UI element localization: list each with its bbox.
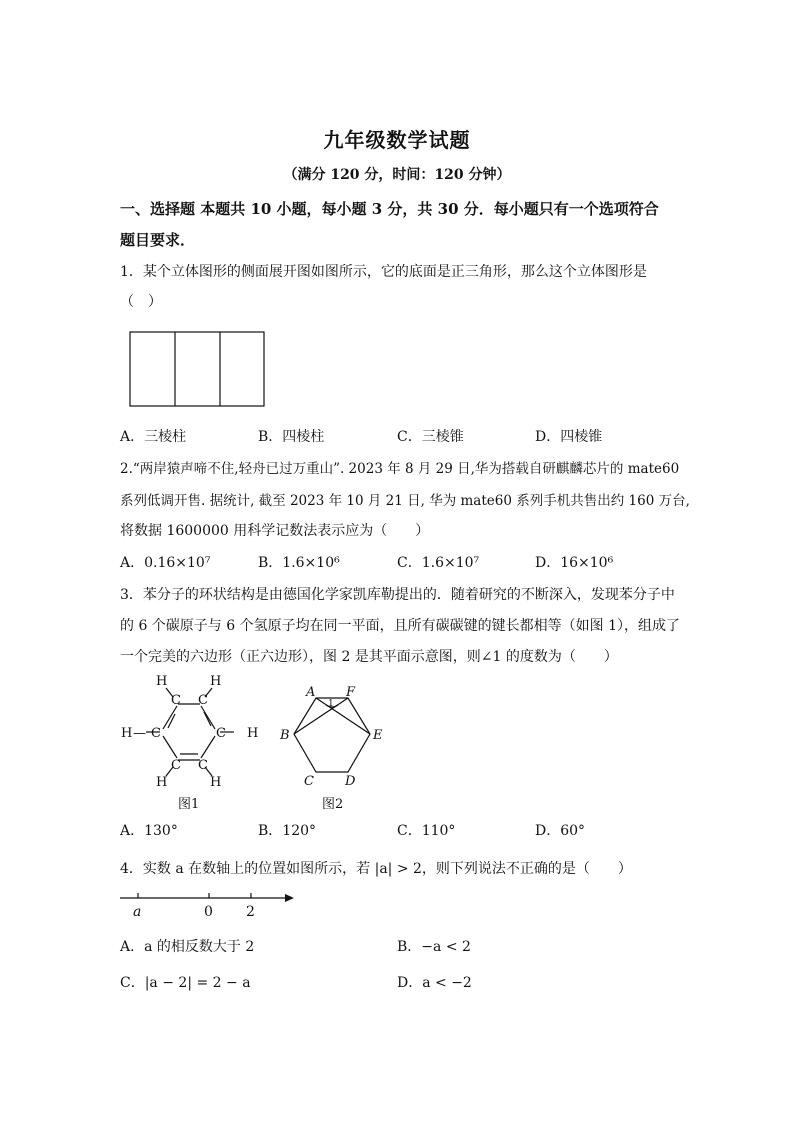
diagonal-bf bbox=[294, 698, 348, 734]
angle-label: 1 bbox=[328, 699, 334, 709]
axis-arrow bbox=[285, 894, 294, 902]
q3-stem-line3: 一个完美的六边形（正六边形），图 2 是其平面示意图，则∠1 的度数为（ ） bbox=[120, 649, 618, 665]
q4-option-b[interactable]: B．−a < 2 bbox=[397, 939, 471, 955]
vertex-label: B bbox=[280, 728, 290, 743]
q3-option-d[interactable]: D．60° bbox=[535, 823, 586, 839]
q1-option-c[interactable]: C．三棱锥 bbox=[397, 429, 464, 445]
atom-c: C bbox=[151, 726, 161, 741]
atom-c: C bbox=[216, 726, 226, 741]
page-title: 九年级数学试题 bbox=[323, 128, 471, 152]
page-subtitle: （满分 120 分，时间：120 分钟） bbox=[283, 167, 511, 183]
section-heading: 一、选择题 本题共 10 小题，每小题 3 分，共 30 分．每小题只有一个选项符合 bbox=[120, 200, 659, 218]
q3-option-c[interactable]: C．110° bbox=[397, 823, 456, 839]
q3-benzene-figure bbox=[116, 668, 266, 818]
q1-option-d[interactable]: D．四棱锥 bbox=[535, 429, 603, 445]
q1-option-b[interactable]: B．四棱柱 bbox=[258, 429, 325, 445]
atom-h: H bbox=[210, 674, 222, 689]
q4-number-line bbox=[118, 888, 298, 924]
q1-option-a[interactable]: A．三棱柱 bbox=[120, 429, 187, 445]
vertex-label: A bbox=[306, 685, 316, 700]
q2-stem-line1: 2.“两岸猿声啼不住,轻舟已过万重山”. 2023 年 8 月 29 日,华为搭载自研麒麟芯片的 mate60 bbox=[120, 461, 680, 477]
vertex-label: E bbox=[373, 728, 383, 743]
net-outline bbox=[130, 332, 264, 406]
atom-c: C bbox=[171, 693, 181, 708]
atom-h: H bbox=[210, 775, 222, 790]
q1-blank: （ ） bbox=[120, 294, 162, 310]
atom-h: H bbox=[247, 726, 259, 741]
q2-option-d[interactable]: D．16×10⁶ bbox=[535, 555, 614, 571]
q3-stem-line2: 的 6 个碳原子与 6 个氢原子均在同一平面，且所有碳碳键的键长都相等（如图 1），组成了 bbox=[120, 618, 680, 634]
q1-net-figure bbox=[128, 330, 268, 410]
vertex-label: F bbox=[346, 685, 356, 700]
q4-stem: 4．实数 a 在数轴上的位置如图所示，若 |a| > 2，则下列说法不正确的是（ ） bbox=[120, 861, 632, 877]
atom-c: C bbox=[198, 693, 208, 708]
figure-caption: 图1 bbox=[178, 797, 200, 812]
atom-h: H bbox=[156, 775, 168, 790]
axis-label-a: a bbox=[133, 904, 142, 920]
q4-option-d[interactable]: D．a < −2 bbox=[397, 975, 472, 991]
q3-option-b[interactable]: B．120° bbox=[258, 823, 317, 839]
q4-option-c[interactable]: C．|a − 2| = 2 − a bbox=[120, 975, 251, 991]
q3-hexagon-figure bbox=[276, 680, 396, 820]
q2-option-b[interactable]: B．1.6×10⁶ bbox=[258, 555, 340, 571]
q4-option-a[interactable]: A．a 的相反数大于 2 bbox=[120, 939, 255, 955]
q2-stem-line2: 系列低调开售. 据统计, 截至 2023 年 10 月 21 日, 华为 mate60 系列手机共售出约 160 万台, bbox=[120, 493, 690, 509]
axis-label-2: 2 bbox=[246, 904, 255, 920]
diagonal-ae bbox=[316, 698, 370, 734]
atom-h: H bbox=[121, 726, 133, 741]
bond-dash: — bbox=[133, 726, 146, 741]
q2-stem-line3: 将数据 1600000 用科学记数法表示应为（ ） bbox=[120, 523, 430, 539]
q3-stem-line1: 3．苯分子的环状结构是由德国化学家凯库勒提出的．随着研究的不断深入，发现苯分子中 bbox=[120, 587, 675, 603]
q1-stem: 1．某个立体图形的侧面展开图如图所示，它的底面是正三角形，那么这个立体图形是 bbox=[120, 264, 647, 280]
q2-option-c[interactable]: C．1.6×10⁷ bbox=[397, 555, 480, 571]
atom-c: C bbox=[171, 758, 181, 773]
atom-h: H bbox=[156, 674, 168, 689]
q2-option-a[interactable]: A．0.16×10⁷ bbox=[120, 555, 211, 571]
atom-c: C bbox=[198, 758, 208, 773]
figure-caption: 图2 bbox=[322, 797, 344, 812]
vertex-label: C bbox=[304, 774, 314, 789]
q3-option-a[interactable]: A．130° bbox=[120, 823, 178, 839]
vertex-label: D bbox=[345, 774, 356, 789]
axis-label-0: 0 bbox=[204, 904, 213, 920]
section-heading-cont: 题目要求． bbox=[120, 231, 196, 249]
